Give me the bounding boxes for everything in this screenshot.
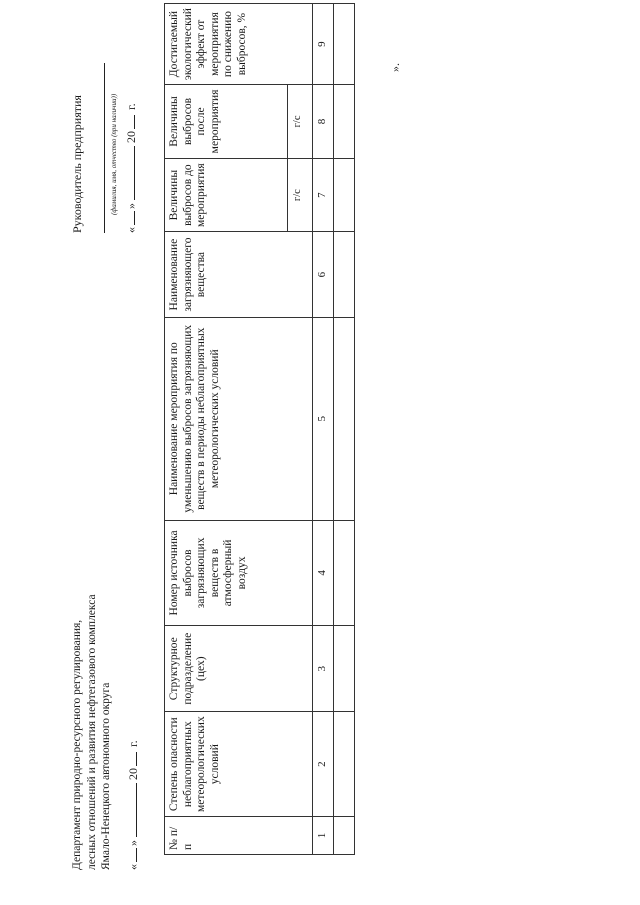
col-number-8: 8 <box>313 85 334 159</box>
col-number-9: 9 <box>313 4 334 85</box>
col-header-after: Величины выбросов после мероприятия <box>165 85 288 159</box>
table-cell <box>334 626 355 712</box>
col-header-division: Структурное подразделение (цех) <box>165 626 313 712</box>
day-blank-right <box>134 211 135 225</box>
col-header-pollutant: Наименование загрязняющего вещества <box>165 232 313 317</box>
col-header-measure: Наименование мероприятия по уменьшению выбросов загрязняющих веществ в периоды неблагоприятных метеорологических условий <box>165 317 313 520</box>
month-blank-right <box>134 146 135 200</box>
year-suffix-right: г. <box>124 103 138 110</box>
year-blank <box>136 752 137 766</box>
col-header-before: Величины выбросов до мероприятия <box>165 158 288 232</box>
recipient-line-2: лесных отношений и развития нефтегазового комплекса <box>85 594 98 870</box>
date-open-quote: « <box>126 864 140 870</box>
unit-after: г/с <box>288 85 313 159</box>
left-date-line <box>126 740 141 870</box>
col-number-1: 1 <box>313 817 334 855</box>
month-blank <box>136 783 137 837</box>
table-cell <box>334 158 355 232</box>
table-row <box>334 4 355 855</box>
table-cell <box>334 317 355 520</box>
unit-before: г/с <box>288 158 313 232</box>
col-number-2: 2 <box>313 712 334 817</box>
day-blank <box>136 848 137 862</box>
date-close-quote: » <box>126 840 140 846</box>
signature-caption: (фамилия, имя, отчество (при наличии)) <box>110 93 118 215</box>
date-close-quote-right: » <box>124 203 138 209</box>
col-number-3: 3 <box>313 626 334 712</box>
year-prefix: 20 <box>126 768 140 780</box>
col-number-7: 7 <box>313 158 334 232</box>
year-blank-right <box>134 115 135 129</box>
year-prefix-right: 20 <box>124 131 138 143</box>
table-cell <box>334 712 355 817</box>
signature-line <box>104 63 105 233</box>
head-title: Руководитель предприятия <box>70 95 84 233</box>
recipient-block <box>70 540 114 870</box>
col-header-source: Номер источника выбросов загрязняющих веществ в атмосферный воздух <box>165 520 313 625</box>
year-suffix: г. <box>126 740 140 747</box>
table-cell <box>334 817 355 855</box>
table-cell <box>334 232 355 317</box>
table-cell <box>334 4 355 85</box>
table-header-row <box>165 4 288 855</box>
rotated-sheet <box>70 0 402 880</box>
recipient-line-1: Департамент природно-ресурсного регулирования, <box>71 619 83 870</box>
col-header-severity: Степень опасности неблагоприятных метеорологических условий <box>165 712 313 817</box>
table-cell <box>334 520 355 625</box>
col-number-6: 6 <box>313 232 334 317</box>
table-number-row <box>313 4 334 855</box>
measures-table <box>164 3 355 855</box>
right-date-line <box>124 103 139 233</box>
recipient-line-3: Ямало-Ненецкого автономного округа <box>100 682 112 870</box>
date-open-quote-right: « <box>124 227 138 233</box>
col-number-5: 5 <box>313 317 334 520</box>
col-header-effect: Достигаемый экологический эффект от мероприятия по снижению выбросов, % <box>165 4 313 85</box>
closing-quote-mark: ». <box>388 63 402 72</box>
col-header-number: № п/п <box>165 817 313 855</box>
col-number-4: 4 <box>313 520 334 625</box>
table-cell <box>334 85 355 159</box>
